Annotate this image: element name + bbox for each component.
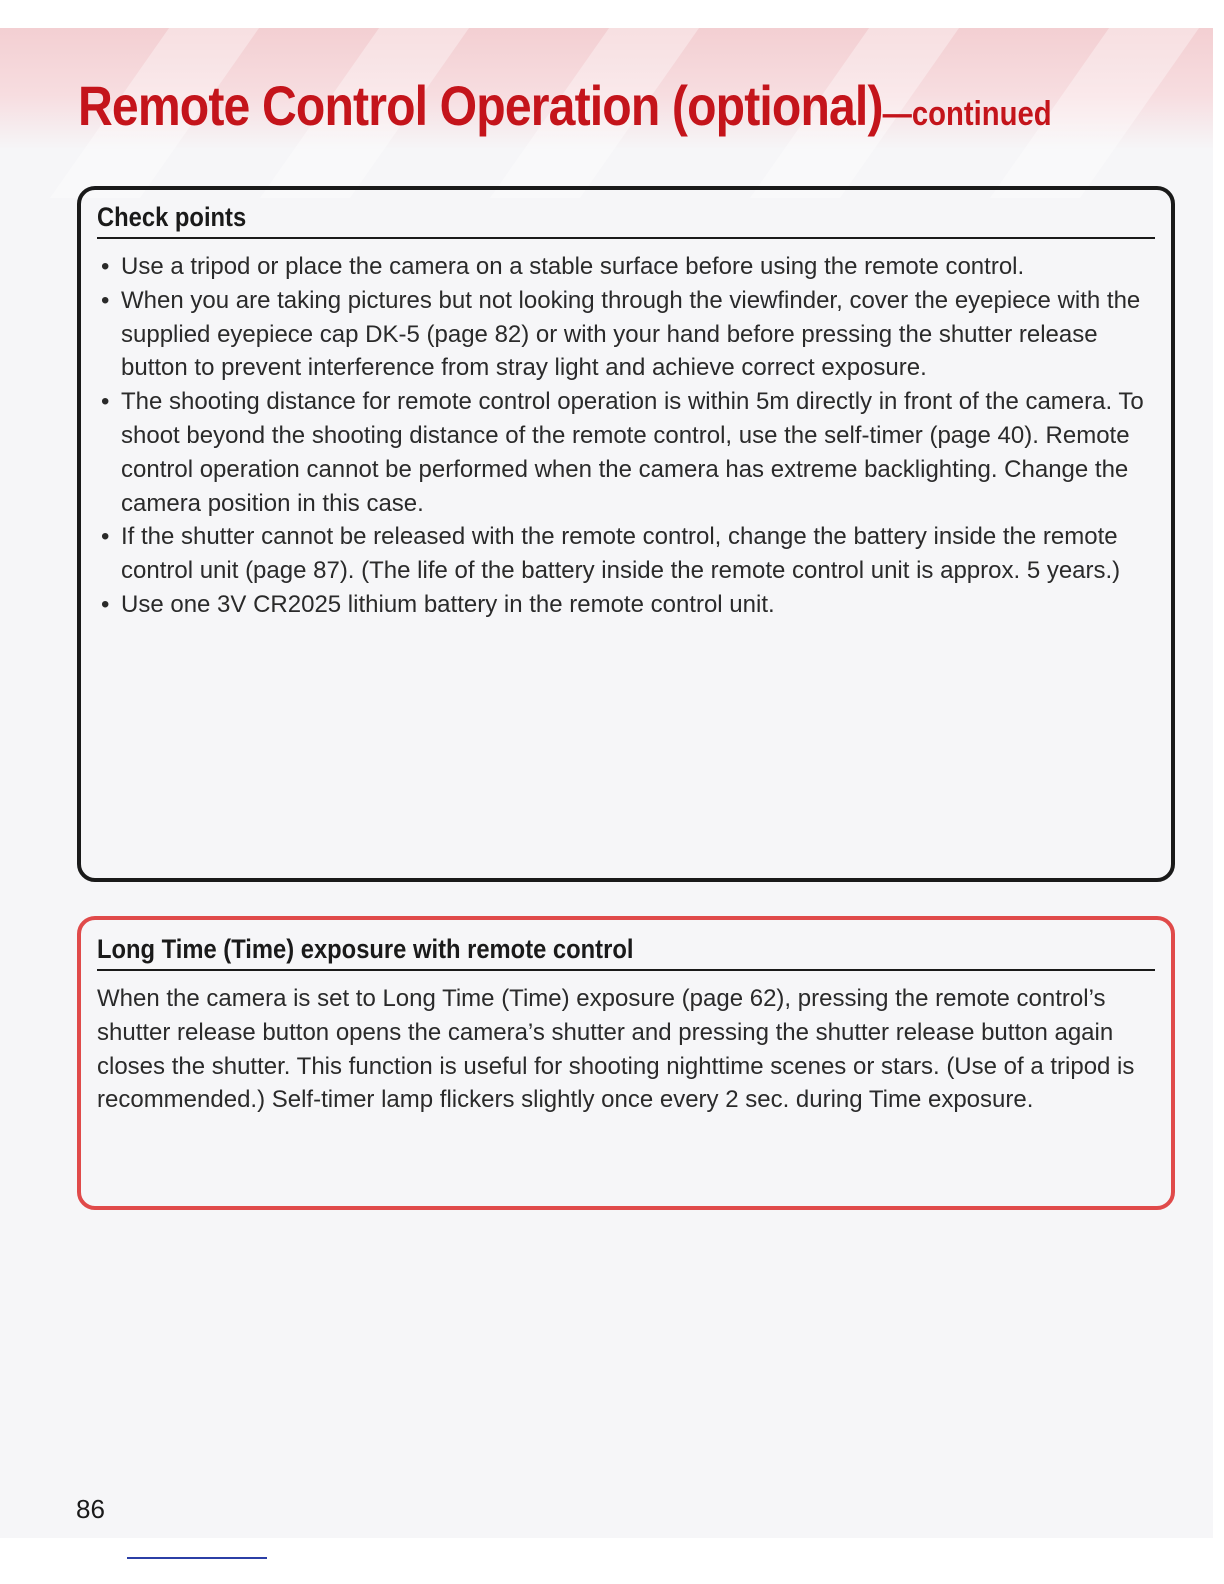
list-item-text: Use one 3V CR2025 lithium battery in the remote control unit. (121, 590, 775, 618)
page-title-text: Remote Control Operation (optional) (78, 74, 883, 137)
list-item (99, 284, 1157, 385)
list-item (99, 520, 1157, 588)
list-item (99, 588, 1157, 622)
page-title (78, 70, 1052, 150)
long-time-box (77, 916, 1175, 1210)
check-points-list (99, 250, 1157, 622)
list-item (99, 385, 1157, 520)
check-points-box (77, 186, 1175, 882)
manual-page (0, 28, 1213, 1538)
long-time-heading (97, 934, 1155, 971)
list-item-text: If the shutter cannot be released with the remote control, change the battery inside the remote control unit (page 87). (The life of the battery inside the remote control unit is approx. 5 years.) (121, 523, 1121, 585)
list-item (99, 250, 1157, 284)
bullet-icon: • (101, 590, 110, 618)
page-title-continued: —continued (882, 95, 1052, 133)
long-time-body: When the camera is set to Long Time (Time) exposure (page 62), pressing the remote control’s shutter release button opens the camera’s shutter and pressing the shutter release button again closes the shutter. This function is useful for shooting nighttime scenes or stars. (Use of a tripod is recommended.) Self-timer lamp flickers slightly once every 2 sec. during Time exposure. (97, 985, 1135, 1114)
bottom-rule (127, 1557, 267, 1559)
bullet-icon: • (101, 253, 110, 280)
check-points-heading-text: Check points (97, 202, 247, 232)
list-item-text: Use a tripod or place the camera on a stable surface before using the remote control. (121, 253, 1025, 280)
long-time-heading-text: Long Time (Time) exposure with remote control (97, 934, 634, 964)
bullet-icon: • (101, 286, 110, 314)
list-item-text: When you are taking pictures but not looking through the viewfinder, cover the eyepiece with the supplied eyepiece cap DK-5 (page 82) or with your hand before pressing the shutter release button to prevent interference from stray light and achieve correct exposure. (121, 286, 1141, 382)
list-item-text: The shooting distance for remote control operation is within 5m directly in front of the camera. To shoot beyond the shooting distance of the remote control, use the self-timer (page 40). Remote control operation cannot be performed when the camera has extreme backlighting. Change the camera position in this case. (121, 388, 1144, 517)
page-number: 86 (76, 1494, 105, 1524)
bullet-icon: • (101, 523, 110, 551)
check-points-heading (97, 202, 1155, 239)
bullet-icon: • (101, 388, 110, 416)
